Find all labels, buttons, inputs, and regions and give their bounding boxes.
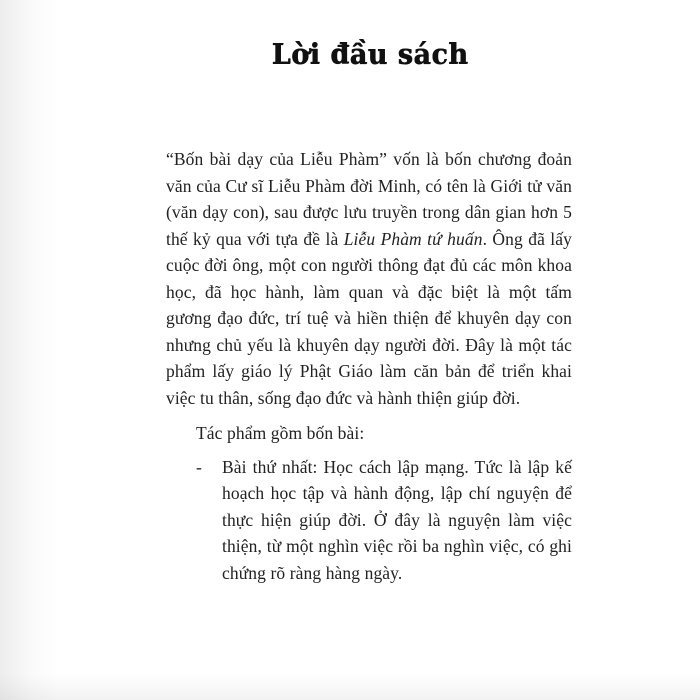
list-dash-marker: - (196, 456, 202, 477)
text-block (166, 146, 572, 586)
page-title: Lời đầu sách (271, 38, 469, 71)
italic-book-title: Liễu Phàm tứ huấn (343, 228, 483, 249)
list-item-text: Bài thứ nhất: Học cách lập mạng. Tức là lập kế hoạch học tập và hành động, lập chí nguyện để thực hiện giúp đời. Ở đây là nguyện làm việc thiện, từ một nghìn việc rồi ba nghìn việc, có ghi chứng rõ ràng hàng ngày. (222, 456, 572, 583)
list-item-first-lesson (196, 454, 572, 587)
paragraph-text-segment: “Bốn bài dạy của Liễu Phàm” vốn là bốn chương đoản văn của Cư sĩ Liễu Phàm đời Minh, có tên là Giới tử văn (văn dạy con), sau được lưu truyền trong dân gian hơn 5 thế kỷ qua với tựa đề là (166, 149, 572, 249)
paragraph-intro (166, 146, 572, 411)
paragraph-text-segment: . Ông đã lấy cuộc đời ông, một con người thông đạt đủ các môn khoa học, đã học hành, làm quan và đặc biệt là một tấm gương đạo đức, trí tuệ và hiền thiện để khuyên dạy con nhưng chủ yếu là khuyên dạy người đời. Đây là một tác phẩm lấy giáo lý Phật Giáo làm căn bản để triển khai việc tu thân, sống đạo đức và hành thiện giúp đời. (166, 228, 572, 408)
paragraph-list-intro: Tác phẩm gồm bốn bài: (196, 423, 365, 443)
